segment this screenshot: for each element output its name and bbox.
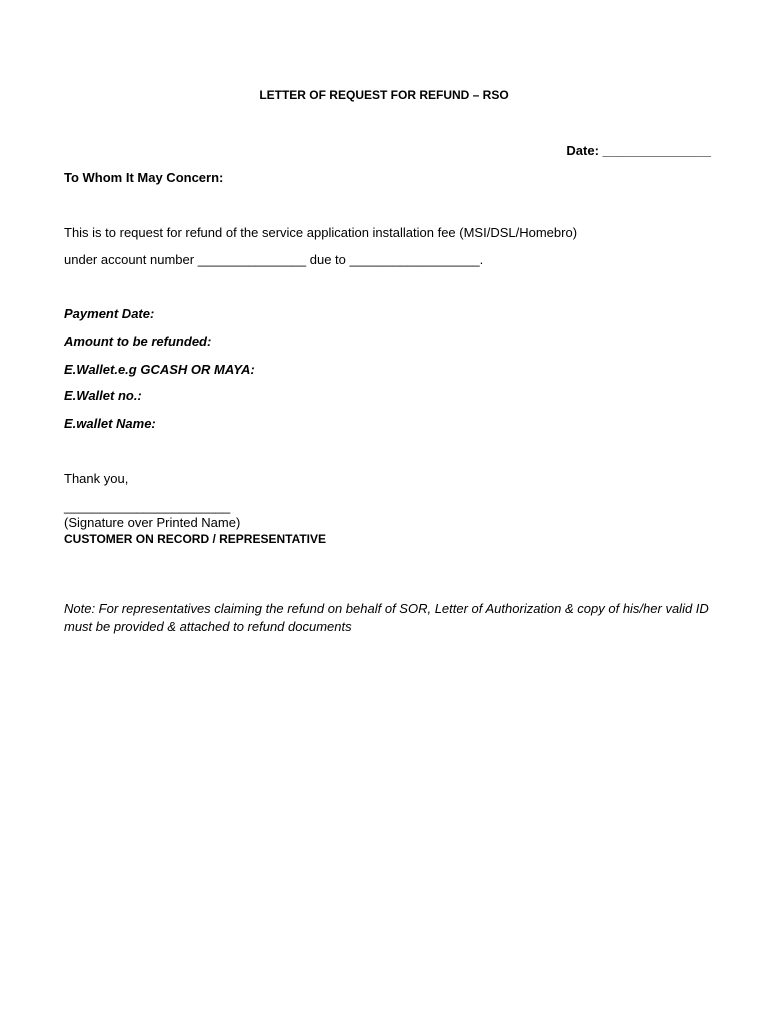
salutation: To Whom It May Concern: <box>64 170 224 185</box>
signature-caption: (Signature over Printed Name) <box>64 515 241 530</box>
date-field: Date: _______________ <box>566 143 711 158</box>
signatory-role: CUSTOMER ON RECORD / REPRESENTATIVE <box>64 532 327 546</box>
field-ewallet-name: E.wallet Name: <box>64 416 156 431</box>
field-ewallet-number: E.Wallet no.: <box>64 388 142 403</box>
signature-line: _______________________ <box>64 499 231 514</box>
field-payment-date: Payment Date: <box>64 306 155 321</box>
field-amount-refunded: Amount to be refunded: <box>64 334 212 349</box>
document-title: LETTER OF REQUEST FOR REFUND – RSO <box>259 88 509 102</box>
closing: Thank you, <box>64 471 129 486</box>
body-line-1: This is to request for refund of the service application installation fee (MSI/DSL/Homebro) <box>64 225 578 240</box>
body-line-2: under account number _______________ due to __________________. <box>64 252 484 267</box>
field-ewallet-type: E.Wallet.e.g GCASH OR MAYA: <box>64 362 255 377</box>
representative-note: Note: For representatives claiming the refund on behalf of SOR, Letter of Authorization & copy of his/her valid ID must be provided & attached to refund documents <box>64 601 709 634</box>
